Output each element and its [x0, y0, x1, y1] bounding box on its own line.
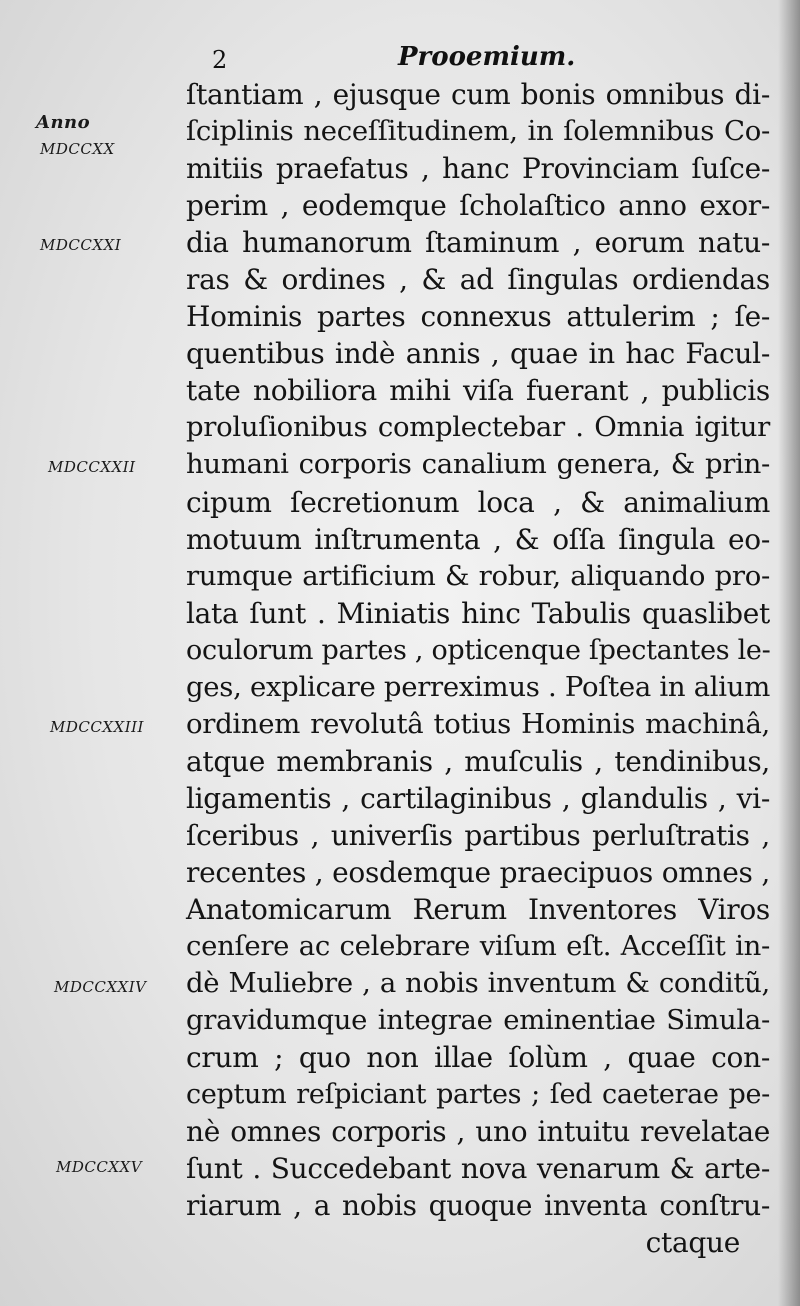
text-line: recentes , eosdemque praecipuos omnes ,: [186, 855, 770, 889]
catchword: ctaque: [645, 1226, 740, 1260]
text-line: riarum , a nobis quoque inventa conſtru-: [186, 1189, 770, 1223]
page-header: [0, 40, 800, 80]
text-line: tate nobiliora mihi viſa fuerant , publicis: [186, 374, 770, 408]
text-line: Hominis partes connexus attulerim ; ſe-: [186, 300, 770, 334]
text-line: lata ſunt . Miniatis hinc Tabulis quaslibet: [186, 596, 770, 630]
text-line: oculorum partes , opticenque ſpectantes le-: [186, 634, 771, 666]
text-line: quentibus indè annis , quae in hac Facul-: [186, 337, 770, 371]
running-head: Prooemium.: [398, 42, 576, 72]
text-line: proluſionibus complectebar . Omnia igitur: [186, 411, 770, 444]
text-line: dè Muliebre , a nobis inventum & conditũ,: [186, 967, 770, 1000]
margin-note-year: MDCCXXIII: [50, 718, 144, 736]
text-line: ligamentis , cartilaginibus , glandulis , vi-: [186, 781, 770, 815]
text-line: crum ; quo non illae ſolùm , quae con-: [186, 1041, 770, 1075]
text-line: perim , eodemque ſcholaſtico anno exor-: [186, 189, 770, 223]
margin-note-year: MDCCXXI: [40, 236, 122, 254]
text-line: cipum ſecretionum loca , & animalium: [186, 485, 770, 519]
text-line: ras & ordines , & ad ſingulas ordiendas: [186, 263, 770, 297]
text-line: nè omnes corporis , uno intuitu revelatae: [186, 1115, 770, 1149]
text-line: gravidumque integrae eminentiae Simula-: [186, 1004, 770, 1037]
text-line: atque membranis , muſculis , tendinibus,: [186, 744, 770, 778]
text-line: ſtantiam , ejusque cum bonis omnibus di-: [186, 78, 770, 111]
margin-note-year: MDCCXXV: [56, 1158, 143, 1176]
margin-note-year: MDCCXXII: [48, 458, 136, 476]
text-line: dia humanorum ſtaminum , eorum natu-: [186, 226, 770, 260]
margin-note-year: MDCCXXIV: [54, 978, 147, 996]
text-line: Anatomicarum Rerum Inventores Viros: [186, 893, 770, 927]
text-line: cenſere ac celebrare viſum eſt. Acceſſit in-: [186, 930, 770, 963]
text-line: ges, explicare perreximus . Poſtea in alium: [186, 670, 770, 703]
gutter-shadow: [778, 0, 800, 1306]
text-line: ſciplinis neceſſitudinem, in ſolemnibus Co-: [186, 115, 770, 148]
text-line: ordinem revolutâ totius Hominis machinâ,: [186, 707, 770, 740]
text-line: rumque artificium & robur, aliquando pro-: [186, 559, 770, 592]
text-line: motuum inſtrumenta , & oſſa ſingula eo-: [186, 522, 770, 556]
text-line: ceptum reſpiciant partes ; ſed caeterae pe-: [186, 1079, 770, 1111]
text-line: ſceribus , univerſis partibus perluſtratis ,: [186, 818, 770, 852]
margin-note-year: MDCCXX: [40, 140, 115, 158]
text-line: mitiis praefatus , hanc Provinciam ſuſce-: [186, 152, 770, 186]
text-line: ſunt . Succedebant nova venarum & arte-: [186, 1152, 770, 1186]
body-text: [186, 76, 770, 1262]
text-line: humani corporis canalium genera, & prin-: [186, 448, 770, 481]
page-number: 2: [212, 46, 228, 74]
margin-note-anno: Anno: [36, 112, 91, 133]
